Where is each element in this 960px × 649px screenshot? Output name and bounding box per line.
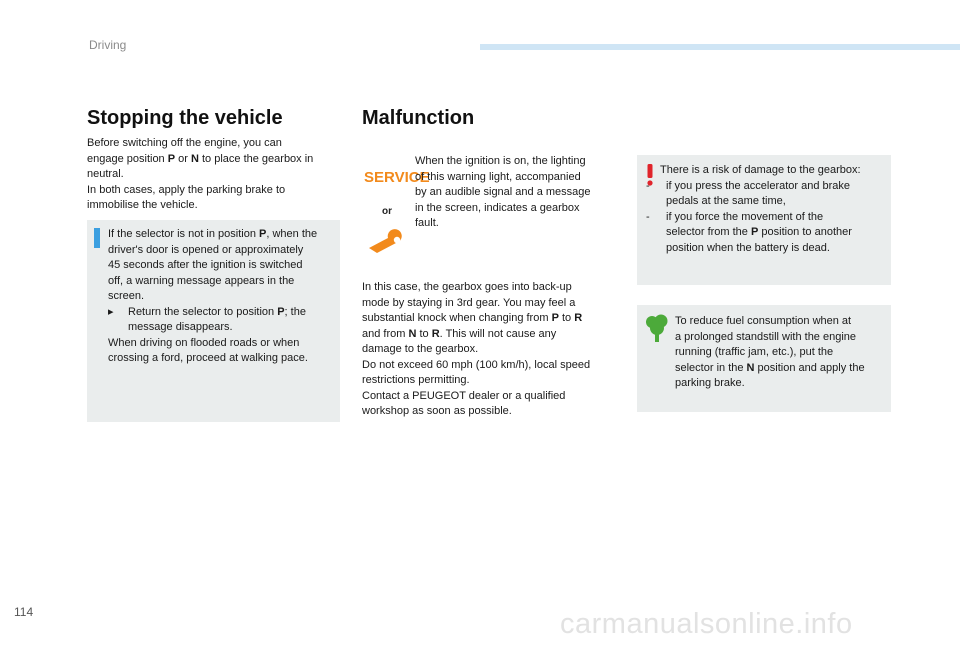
eco-tip-text [675, 314, 887, 392]
wrench-icon [366, 232, 406, 254]
page-number: 114 [14, 605, 34, 619]
or-label: or [382, 206, 392, 217]
intro-line: Before switching off the engine, you can [87, 137, 282, 149]
warning-intro: There is a risk of damage to the gearbox: [660, 164, 861, 176]
warning-line: in the screen, indicates a gearbox [415, 201, 580, 214]
eco-tree-icon [645, 313, 669, 343]
section-header-bar [480, 44, 960, 50]
info-line: crossing a ford, proceed at walking pace. [108, 352, 308, 364]
body-line: and from N to R. This will not cause any [362, 327, 557, 340]
info-line: 45 seconds after the ignition is switched [108, 259, 303, 271]
dash-marker: - [646, 179, 650, 192]
intro-line: engage position P or N to place the gearbox in [87, 152, 314, 165]
intro-line: neutral. [87, 168, 124, 180]
malfunction-body-text [362, 280, 617, 420]
eco-line: a prolonged standstill with the engine [675, 330, 857, 343]
warning-line: by an audible signal and a message [415, 186, 591, 198]
warning-item: - if you force the movement of the selector from the P position to another position when the battery is dead. [646, 210, 891, 257]
bullet-arrow-icon: ▸ [108, 305, 114, 318]
section-title: Driving [89, 38, 127, 52]
warning-line: fault. [415, 217, 439, 229]
info-line: off, a warning message appears in the [108, 274, 295, 287]
eco-line: running (traffic jam, etc.), put the [675, 346, 834, 358]
body-line: Contact a PEUGEOT dealer or a qualified [362, 389, 566, 402]
info-icon [94, 228, 100, 248]
warning-light-text [415, 154, 610, 232]
body-line: restrictions permitting. [362, 374, 470, 386]
info-line: driver's door is opened or approximately [108, 243, 304, 256]
info-bullet: ▸ Return the selector to position P; the message disappears. [108, 305, 340, 336]
info-box [87, 220, 340, 422]
body-line: Do not exceed 60 mph (100 km/h), local speed [362, 358, 591, 371]
intro-line: immobilise the vehicle. [87, 199, 198, 211]
eco-line: To reduce fuel consumption when at [675, 315, 852, 327]
service-warning-light-icon [364, 167, 430, 186]
dash-marker: - [646, 210, 650, 223]
watermark: carmanualsonline.info [560, 608, 853, 640]
info-line: screen. [108, 290, 145, 302]
malfunction-heading: Malfunction [362, 107, 475, 129]
gearbox-warning-box [637, 155, 891, 285]
eco-line: parking brake. [675, 377, 745, 389]
service-label: SERVICE [364, 169, 430, 186]
warning-line: When the ignition is on, the lighting [415, 155, 586, 167]
gearbox-warning-text [646, 163, 891, 256]
intro-line: In both cases, apply the parking brake to [87, 183, 286, 196]
info-line: If the selector is not in position P, when the [108, 228, 318, 240]
stopping-vehicle-heading: Stopping the vehicle [87, 107, 283, 129]
warning-item: - if you press the accelerator and brake pedals at the same time, [646, 179, 891, 210]
warning-line: of this warning light, accompanied [415, 170, 581, 183]
body-line: mode by staying in 3rd gear. You may feel a [362, 296, 576, 309]
stopping-intro-text [87, 136, 347, 214]
body-line: In this case, the gearbox goes into back-up [362, 281, 572, 293]
info-box-text [108, 227, 340, 367]
body-line: substantial knock when changing from P to R [362, 312, 583, 324]
info-line: When driving on flooded roads or when [108, 336, 300, 349]
eco-tip-box [637, 305, 891, 412]
body-line: workshop as soon as possible. [362, 405, 512, 417]
body-line: damage to the gearbox. [362, 343, 479, 355]
eco-line: selector in the N position and apply the [675, 361, 865, 374]
